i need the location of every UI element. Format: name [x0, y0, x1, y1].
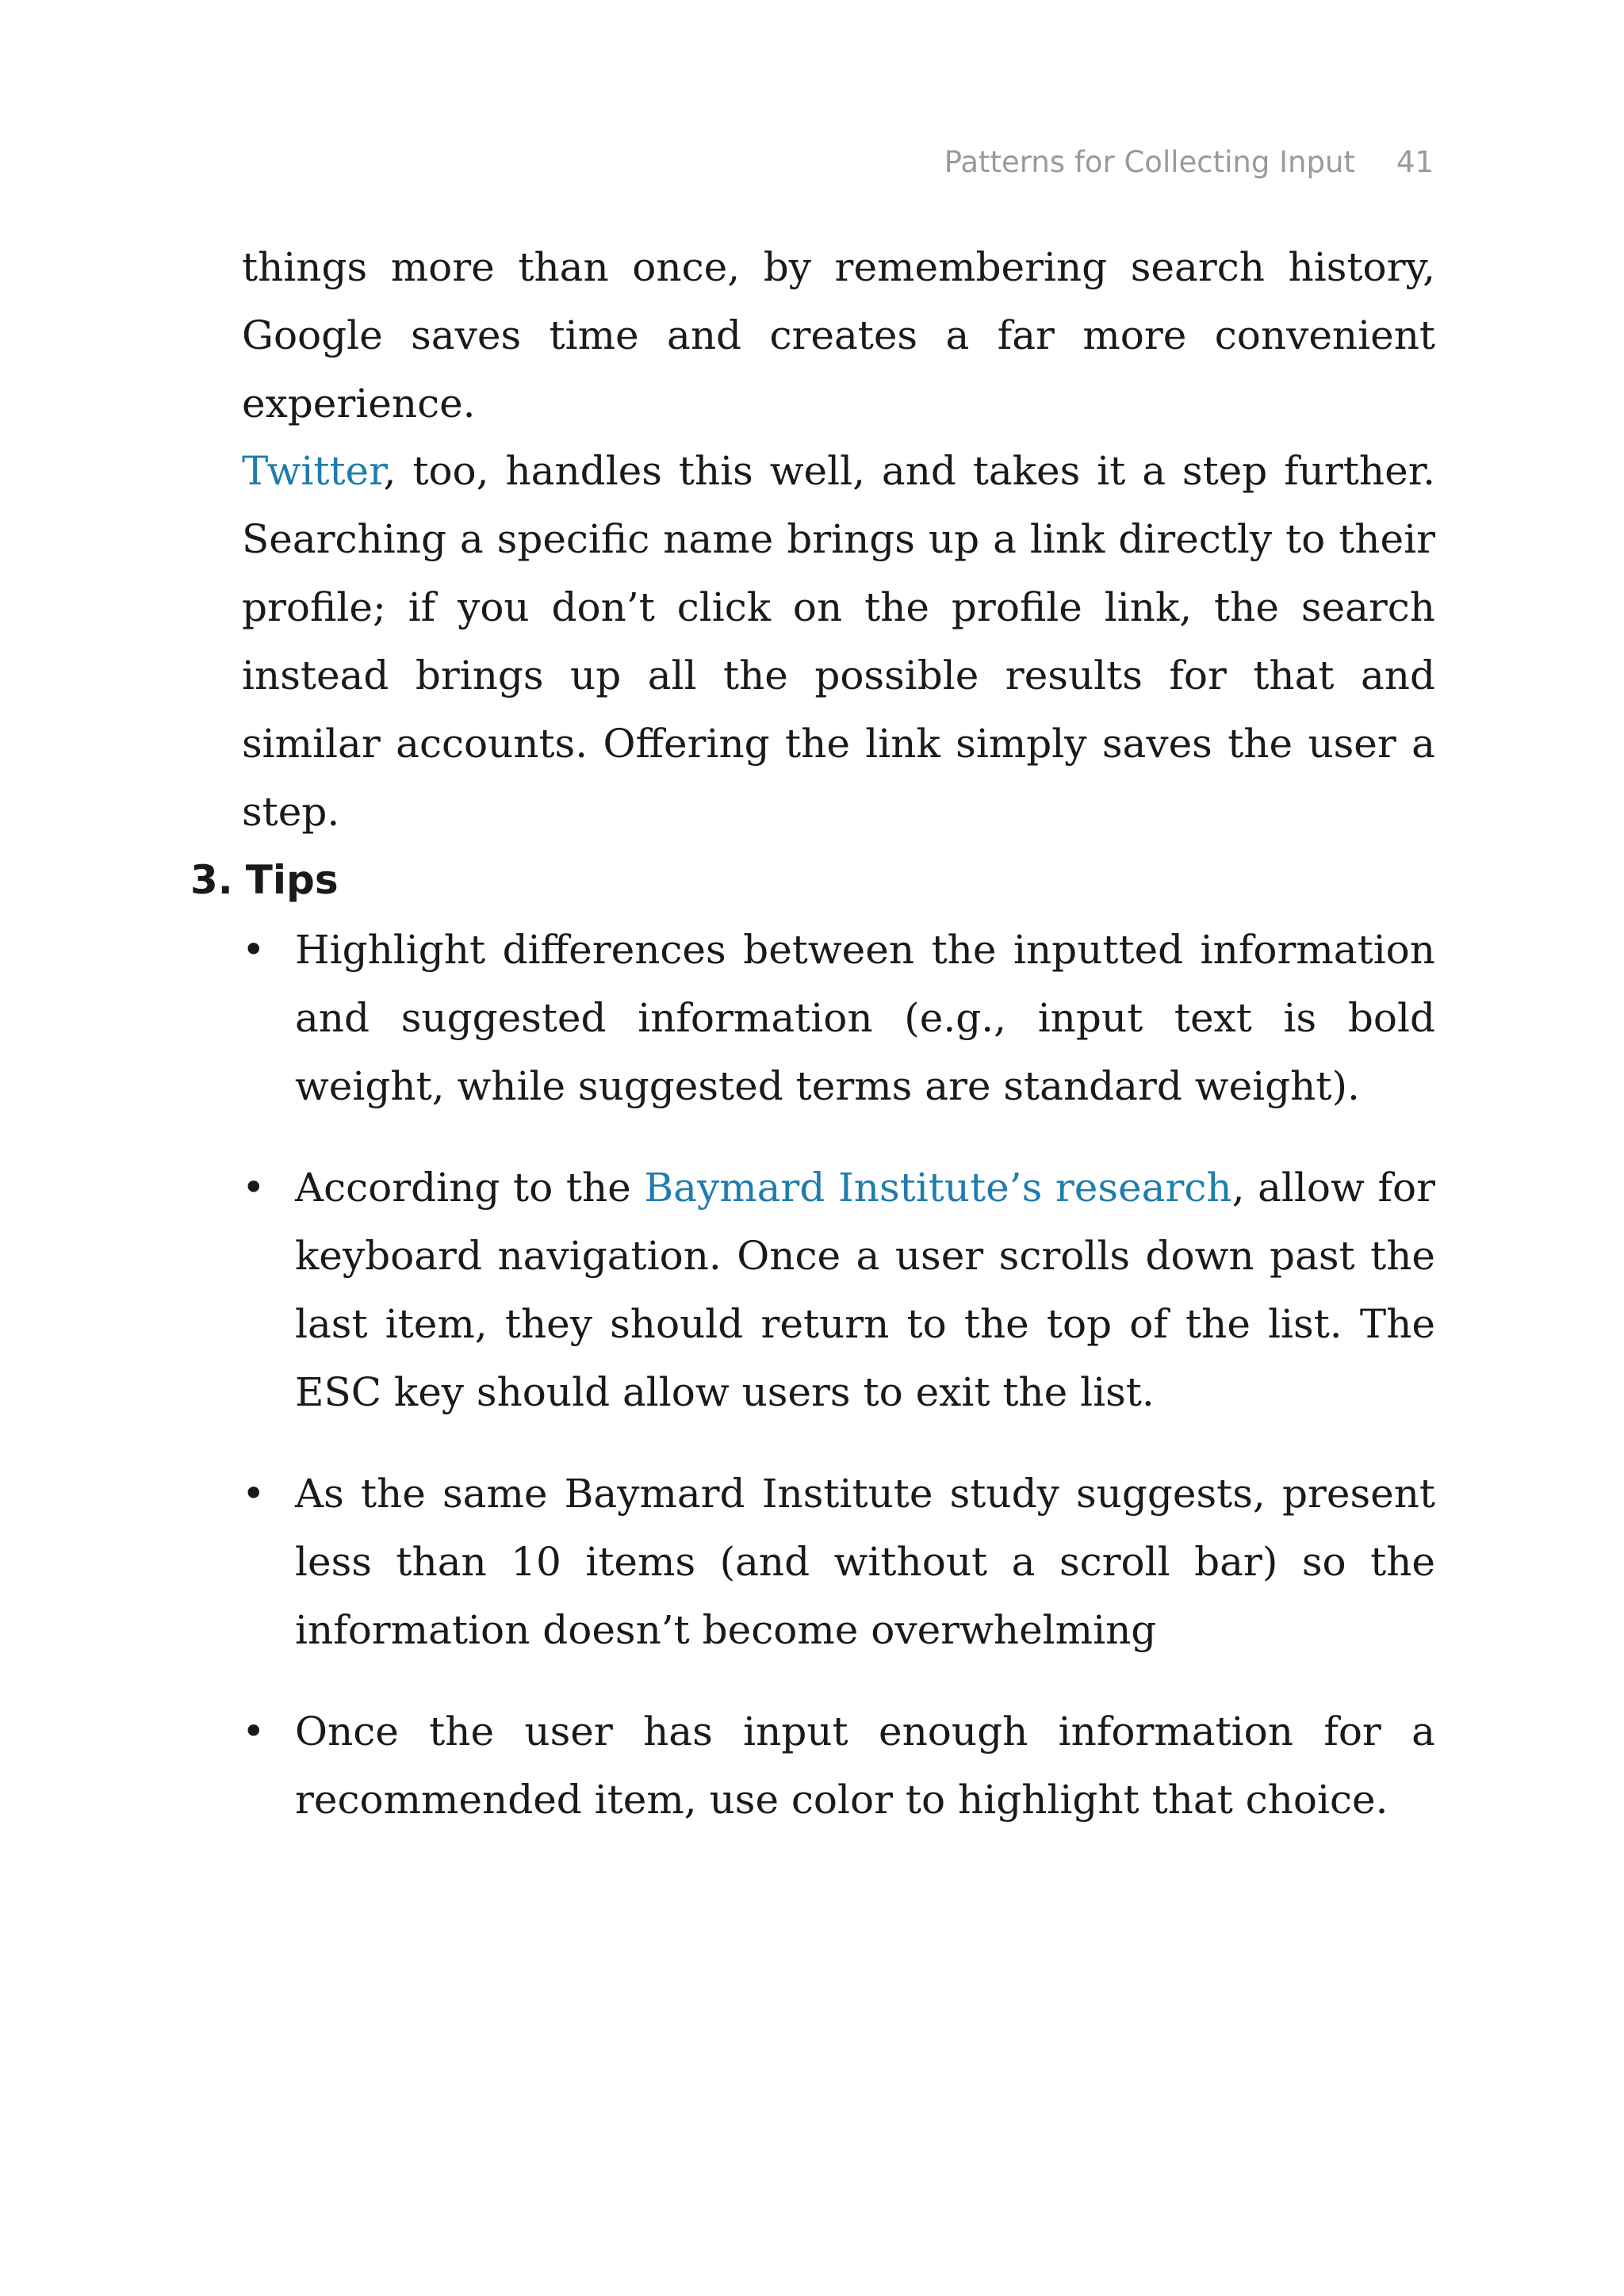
list-item — [242, 1154, 1435, 1426]
tip-text: Once the user has input enough information for a recommended item, use color to highlight that choice. — [295, 1709, 1435, 1823]
bullet-icon: • — [242, 927, 266, 973]
baymard-research-link[interactable]: Baymard Institute’s research — [644, 1165, 1232, 1211]
tip-text-after-link: , allow for keyboard navigation. Once a user scrolls down past the last item, they should return to the top of the list. The ESC key should allow users to exit the list. — [295, 1165, 1435, 1415]
running-header — [944, 143, 1434, 182]
paragraph-twitter — [242, 437, 1435, 846]
bullet-icon: • — [242, 1165, 266, 1211]
tips-list — [242, 916, 1435, 1867]
list-item — [242, 1460, 1435, 1664]
running-title: Patterns for Collecting Input — [944, 145, 1355, 179]
twitter-link[interactable]: Twitter — [242, 448, 384, 494]
list-item — [242, 1697, 1435, 1834]
section-title: Tips — [245, 857, 339, 903]
tip-text-before-link: According to the — [295, 1165, 645, 1211]
section-number: 3. — [190, 857, 233, 903]
bullet-icon: • — [242, 1471, 266, 1517]
paragraph-twitter-text: , too, handles this well, and takes it a step further. Searching a specific name brings up a link directly to their profile; if you don’t click on the profile link, the search instead brings up all the possible results for that and similar accounts. Offering the link simply saves the user a step. — [242, 448, 1435, 835]
list-item — [242, 916, 1435, 1120]
tip-text: As the same Baymard Institute study suggests, present less than 10 items (and without a scroll bar) so the information doesn’t become overwhelming — [295, 1471, 1435, 1653]
paragraph-google-history: things more than once, by remembering search history, Google saves time and creates a far more convenient experience. — [242, 244, 1435, 427]
bullet-icon: • — [242, 1709, 266, 1755]
page-number: 41 — [1396, 145, 1434, 179]
tip-text: Highlight differences between the inputted information and suggested information (e.g., input text is bold weight, while suggested terms are standard weight). — [295, 927, 1435, 1109]
section-heading-tips — [190, 848, 339, 912]
